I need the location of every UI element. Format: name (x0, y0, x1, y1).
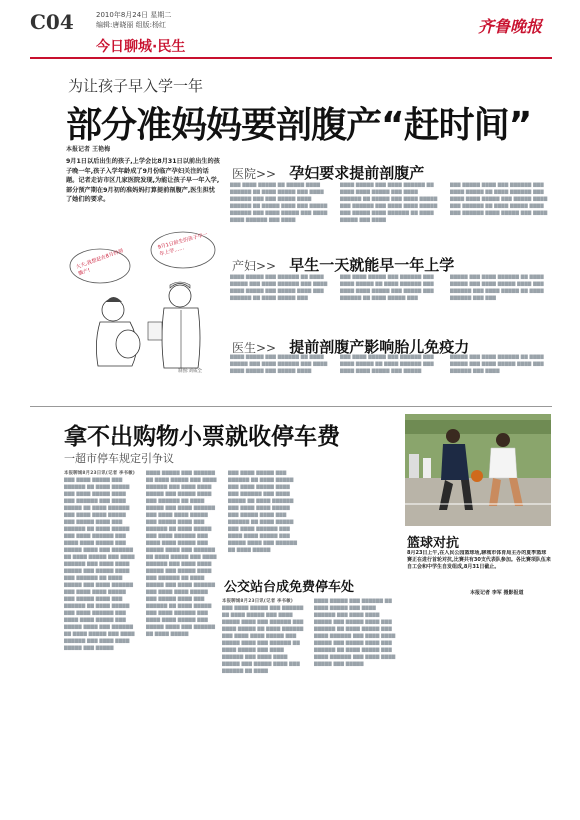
mother-body: ▇▇▇▇ ▇▇▇▇▇ ▇▇▇ ▇▇▇▇▇▇ ▇▇ ▇▇▇▇ ▇▇▇▇▇ ▇▇▇ ▇▇▇▇ ▇▇▇▇▇▇ ▇▇▇ ▇▇▇▇ ▇▇▇▇ ▇▇▇▇▇ ▇▇▇ ▇▇▇▇▇ ▇▇▇▇ ▇▇▇ ▇▇▇▇▇▇ ▇▇ ▇▇▇▇ ▇▇▇▇▇ ▇▇▇ ▇▇▇ ▇▇▇▇ ▇▇▇▇▇ ▇▇▇ ▇▇▇▇▇▇ ▇▇▇ ▇▇▇▇ ▇▇▇▇▇ ▇▇ ▇▇▇▇ ▇▇▇▇▇▇ ▇▇▇ ▇▇▇▇ ▇▇▇▇ ▇▇▇▇▇ ▇▇▇ ▇▇▇▇▇ ▇▇▇ ▇▇▇▇▇▇ ▇▇ ▇▇▇▇ ▇▇▇▇▇ ▇▇▇ ▇▇▇▇▇ ▇▇▇ ▇▇▇▇ ▇▇▇▇▇▇ ▇▇ ▇▇▇▇ ▇▇▇▇▇ ▇▇▇ ▇▇▇▇ ▇▇▇▇▇ ▇▇▇▇ ▇▇▇ ▇▇▇▇▇▇ ▇▇▇ ▇▇▇▇ ▇▇▇▇▇ ▇▇ ▇▇▇▇ ▇▇▇▇▇▇ ▇▇▇ ▇▇▇ (230, 275, 544, 301)
masthead-logo: 齐鲁晚报 (478, 17, 543, 36)
story1-lead: 9月1日以后出生的孩子,上学会比8月31日以前出生的孩子晚一年,孩子入学年龄成了9月份临产孕妇关注的话题。记者走访市区几家医院发现,为能让孩子早一年入学,部分预产期在9月初的准妈妈打算提前剖腹产,医生担忧了她们的要求。 (66, 158, 220, 203)
editor-line: 编辑:唐晓丽 组版:杨红 (96, 21, 166, 29)
section-tag-hospital: 医院>> (232, 167, 277, 181)
story4-credit: 本报记者 李军 摄影报道 (470, 590, 524, 596)
cartoon-bubble-right: 9月1日前生的孩子早一年上学…… (157, 231, 209, 258)
section-right: 民生 (157, 39, 186, 55)
story2-dateline: 本报聊城8月23日讯(记者 李书敏) (64, 471, 135, 476)
section-dot: · (152, 39, 158, 55)
date-line: 2010年8月24日 星期二 (96, 11, 172, 19)
basketball-scene (405, 414, 551, 526)
story2-headline: 拿不出购物小票就收停车费 (64, 424, 340, 450)
section-tag-mother: 产妇>> (232, 259, 277, 273)
story2-body: 本报聊城8月23日讯(记者 李书敏) ▇▇▇ ▇▇▇▇ ▇▇▇▇▇ ▇▇▇ ▇▇▇▇▇▇ ▇▇ ▇▇▇▇ ▇▇▇▇▇ ▇▇▇ ▇▇▇▇ ▇▇▇▇▇ ▇▇▇▇ ▇▇▇ ▇▇▇▇▇▇ ▇▇▇ ▇▇▇▇ ▇▇▇▇▇ ▇▇ ▇▇▇▇ ▇▇▇▇▇▇ ▇▇▇ ▇▇▇▇ ▇▇▇▇ ▇▇▇▇▇ ▇▇▇ ▇▇▇▇▇ ▇▇▇▇ ▇▇▇ ▇▇▇▇▇▇ ▇▇ ▇▇▇▇ ▇▇▇▇▇ ▇▇▇ ▇▇▇▇ ▇▇▇▇▇▇ ▇▇▇ ▇▇▇▇ ▇▇▇▇ ▇▇▇▇▇ ▇▇▇ ▇▇▇▇▇ ▇▇▇▇ ▇▇▇ ▇▇▇▇▇▇ ▇▇ ▇▇▇▇ ▇▇▇▇▇ ▇▇▇ ▇▇▇▇ ▇▇▇▇▇▇ ▇▇▇ ▇▇▇▇ ▇▇▇▇ ▇▇▇▇▇ ▇▇▇ ▇▇▇▇▇ ▇▇▇▇ ▇▇▇ ▇▇▇▇▇▇ ▇▇ ▇▇▇▇ ▇▇▇▇▇ ▇▇▇ ▇▇▇▇ ▇▇▇▇▇▇ ▇▇▇ ▇▇▇▇ ▇▇▇▇ ▇▇▇▇▇ ▇▇▇ ▇▇▇▇▇ ▇▇▇▇ ▇▇▇ ▇▇▇▇▇▇ ▇▇ ▇▇▇▇ ▇▇▇▇▇ ▇▇▇ ▇▇▇▇ ▇▇▇▇▇▇ ▇▇▇ ▇▇▇▇ ▇▇▇▇ ▇▇▇▇▇ ▇▇▇ ▇▇▇▇▇ ▇▇▇▇ ▇▇▇ ▇▇▇▇▇▇ ▇▇ ▇▇▇▇ ▇▇▇▇▇ ▇▇▇ ▇▇▇▇ ▇▇▇▇▇▇ ▇▇▇ ▇▇▇▇ ▇▇▇▇ ▇▇▇▇▇ ▇▇▇ ▇▇▇▇▇ ▇▇▇▇ ▇▇▇▇▇ ▇▇▇ ▇▇▇▇▇▇ ▇▇ ▇▇▇▇ ▇▇▇▇▇ ▇▇▇ ▇▇▇▇ ▇▇▇▇▇▇ ▇▇▇ ▇▇▇▇ ▇▇▇▇ ▇▇▇▇▇ ▇▇▇ ▇▇▇▇▇ ▇▇▇▇ ▇▇▇ ▇▇▇▇▇▇ ▇▇ ▇▇▇▇ ▇▇▇▇▇ ▇▇▇ ▇▇▇▇ ▇▇▇▇▇▇ ▇▇▇ ▇▇▇▇ ▇▇▇▇ ▇▇▇▇▇ ▇▇▇ ▇▇▇▇▇ ▇▇▇▇ ▇▇▇ ▇▇▇▇▇▇ ▇▇ ▇▇▇▇ ▇▇▇▇▇ ▇▇▇ ▇▇▇▇ ▇▇▇▇▇▇ ▇▇▇ ▇▇▇▇ ▇▇▇▇ ▇▇▇▇▇ ▇▇▇ ▇▇▇▇▇ ▇▇▇▇ ▇▇▇ ▇▇▇▇▇▇ ▇▇ ▇▇▇▇ ▇▇▇▇▇ ▇▇▇ ▇▇▇▇ ▇▇▇▇▇▇ ▇▇▇ ▇▇▇▇ ▇▇▇▇ ▇▇▇▇▇ ▇▇▇ ▇▇▇▇▇ ▇▇▇▇ ▇▇▇ ▇▇▇▇▇▇ ▇▇ ▇▇▇▇ ▇▇▇▇▇ ▇▇▇ ▇▇▇▇ ▇▇▇▇▇▇ ▇▇▇ ▇▇▇▇ ▇▇▇▇ ▇▇▇▇▇ ▇▇▇ ▇▇▇▇▇ ▇▇▇▇ ▇▇▇ ▇▇▇▇▇▇ ▇▇ ▇▇▇▇ ▇▇▇▇▇ ▇▇▇ ▇▇▇▇ ▇▇▇▇▇▇ ▇▇▇ ▇▇▇▇ ▇▇▇▇ ▇▇▇▇▇ ▇▇▇ ▇▇▇▇▇ ▇▇▇▇ ▇▇▇ ▇▇▇▇▇▇ ▇▇ ▇▇▇▇ ▇▇▇▇▇ ▇▇▇ ▇▇▇▇ ▇▇▇▇▇ ▇▇▇ ▇▇▇▇▇▇ ▇▇ ▇▇▇▇ ▇▇▇▇▇ ▇▇▇ ▇▇▇▇ ▇▇▇▇▇ ▇▇▇▇ ▇▇▇ ▇▇▇▇▇▇ ▇▇▇ ▇▇▇▇ ▇▇▇▇▇ ▇▇ ▇▇▇▇ ▇▇▇▇▇▇ ▇▇▇ ▇▇▇▇ ▇▇▇▇ ▇▇▇▇▇ ▇▇▇ ▇▇▇▇▇ ▇▇▇▇ ▇▇▇ ▇▇▇▇▇▇ ▇▇ ▇▇▇▇ ▇▇▇▇▇ ▇▇▇ ▇▇▇▇ ▇▇▇▇▇▇ ▇▇▇ ▇▇▇▇ ▇▇▇▇ ▇▇▇▇▇ ▇▇▇ ▇▇▇▇▇ ▇▇▇▇ ▇▇▇ ▇▇▇▇▇▇ ▇▇ ▇▇▇▇ ▇▇▇▇▇ (64, 471, 298, 651)
cartoon-illustration (68, 218, 223, 378)
story1-headline: 部分准妈妈要剖腹产“赶时间” (66, 105, 532, 146)
cartoon-bubble-left: 大夫,我想赶在8月份剖腹产! (75, 247, 125, 277)
story2-deck: 一超市停车规定引争议 (64, 452, 174, 465)
page-code: C04 (30, 10, 74, 34)
story1-kicker: 为让孩子早入学一年 (68, 77, 204, 95)
section-title (96, 36, 185, 56)
section-title-hospital: 孕妇要求提前剖腹产 (289, 164, 425, 182)
basketball-photo (405, 414, 551, 526)
section-hospital-heading (232, 162, 424, 183)
section-title-mother: 早生一天就能早一年上学 (289, 256, 455, 274)
section-left: 今日聊城 (96, 39, 152, 55)
doctor-body: ▇▇▇▇ ▇▇▇▇▇ ▇▇▇ ▇▇▇▇▇▇ ▇▇ ▇▇▇▇ ▇▇▇▇▇ ▇▇▇ ▇▇▇▇ ▇▇▇▇▇▇ ▇▇▇ ▇▇▇▇ ▇▇▇▇ ▇▇▇▇▇ ▇▇▇ ▇▇▇▇▇ ▇▇▇▇ ▇▇▇ ▇▇▇▇ ▇▇▇▇▇ ▇▇▇ ▇▇▇▇▇▇ ▇▇▇ ▇▇▇▇ ▇▇▇▇▇ ▇▇ ▇▇▇▇ ▇▇▇▇▇▇ ▇▇▇ ▇▇▇▇ ▇▇▇▇ ▇▇▇▇▇ ▇▇▇ ▇▇▇▇▇ ▇▇▇▇▇ ▇▇▇ ▇▇▇▇ ▇▇▇▇▇▇ ▇▇ ▇▇▇▇ ▇▇▇▇▇ ▇▇▇ ▇▇▇▇ ▇▇▇▇▇ ▇▇▇▇ ▇▇▇ ▇▇▇▇▇▇ ▇▇▇ ▇▇▇▇ (230, 355, 544, 374)
hospital-body: ▇▇▇ ▇▇▇▇ ▇▇▇▇▇ ▇▇ ▇▇▇▇▇ ▇▇▇▇ ▇▇▇▇▇▇ ▇▇ ▇▇▇▇ ▇▇▇▇▇ ▇▇▇ ▇▇▇▇ ▇▇▇▇▇▇ ▇▇▇ ▇▇▇ ▇▇▇▇▇ ▇▇▇▇ ▇▇▇▇▇▇ ▇▇ ▇▇▇▇▇ ▇▇▇▇ ▇▇▇ ▇▇▇▇▇ ▇▇▇▇▇▇ ▇▇▇ ▇▇▇▇ ▇▇▇▇▇ ▇▇▇ ▇▇▇▇ ▇▇▇▇ ▇▇▇▇▇▇ ▇▇▇ ▇▇▇▇ ▇▇▇▇ ▇▇▇▇▇ ▇▇▇ ▇▇▇▇ ▇▇▇▇▇▇ ▇▇ ▇▇▇▇ ▇▇▇▇ ▇▇▇▇▇ ▇▇▇ ▇▇▇▇ ▇▇▇▇▇▇ ▇▇ ▇▇▇▇▇ ▇▇▇ ▇▇▇▇ ▇▇▇▇▇ ▇▇▇ ▇▇▇▇▇▇ ▇▇▇ ▇▇▇▇ ▇▇▇▇ ▇▇▇▇▇ ▇▇▇ ▇▇▇▇▇ ▇▇▇▇ ▇▇▇▇▇▇ ▇▇ ▇▇▇▇ ▇▇▇▇▇ ▇▇▇ ▇▇▇▇ ▇▇▇ ▇▇▇▇▇ ▇▇▇▇ ▇▇▇ ▇▇▇▇▇▇ ▇▇▇ ▇▇▇▇ ▇▇▇▇▇ ▇▇ ▇▇▇▇ ▇▇▇▇▇▇ ▇▇▇ ▇▇▇▇ ▇▇▇▇ ▇▇▇▇▇ ▇▇▇ ▇▇▇▇▇ ▇▇▇▇ ▇▇▇ ▇▇▇▇▇▇ ▇▇ ▇▇▇▇ ▇▇▇▇▇ ▇▇▇▇ ▇▇▇ ▇▇▇▇▇▇ ▇▇▇▇ ▇▇▇▇▇ ▇▇▇ ▇▇▇▇ (230, 183, 548, 223)
story3-headline: 公交站台成免费停车处 (224, 580, 355, 595)
story3-dateline: 本报聊城8月23日讯(记者 李书敏) (222, 599, 293, 604)
story3-body: 本报聊城8月23日讯(记者 李书敏) ▇▇▇ ▇▇▇▇ ▇▇▇▇▇ ▇▇▇ ▇▇▇▇▇▇ ▇▇ ▇▇▇▇ ▇▇▇▇▇ ▇▇▇ ▇▇▇▇ ▇▇▇▇▇ ▇▇▇▇ ▇▇▇ ▇▇▇▇▇▇ ▇▇▇ ▇▇▇▇ ▇▇▇▇▇ ▇▇ ▇▇▇▇ ▇▇▇▇▇▇ ▇▇▇ ▇▇▇▇ ▇▇▇▇ ▇▇▇▇▇ ▇▇▇ ▇▇▇▇▇ ▇▇▇▇ ▇▇▇ ▇▇▇▇▇▇ ▇▇ ▇▇▇▇ ▇▇▇▇▇ ▇▇▇ ▇▇▇▇ ▇▇▇▇▇▇ ▇▇▇ ▇▇▇▇ ▇▇▇▇ ▇▇▇▇▇ ▇▇▇ ▇▇▇▇▇ ▇▇▇▇ ▇▇▇ ▇▇▇▇▇▇ ▇▇ ▇▇▇▇ ▇▇▇▇ ▇▇▇▇▇ ▇▇▇ ▇▇▇▇▇▇ ▇▇ ▇▇▇▇ ▇▇▇▇▇ ▇▇▇ ▇▇▇▇ ▇▇▇▇▇▇ ▇▇▇ ▇▇▇▇ ▇▇▇▇ ▇▇▇▇▇ ▇▇▇ ▇▇▇▇▇ ▇▇▇▇ ▇▇▇ ▇▇▇▇▇▇ ▇▇ ▇▇▇▇ ▇▇▇▇▇ ▇▇▇ ▇▇▇▇ ▇▇▇▇▇▇ ▇▇▇ ▇▇▇▇ ▇▇▇▇ ▇▇▇▇▇ ▇▇▇ ▇▇▇▇▇ ▇▇▇▇ ▇▇▇ ▇▇▇▇▇▇ ▇▇ ▇▇▇▇ ▇▇▇▇▇ ▇▇▇ ▇▇▇▇ ▇▇▇▇▇▇ ▇▇▇ ▇▇▇▇ ▇▇▇▇ ▇▇▇▇▇ ▇▇▇ ▇▇▇▇▇ (222, 599, 396, 674)
section-mother-heading (232, 254, 454, 275)
story4-caption: 8月23日上午,在人民公园篮球场,聊城市体育局主办的夏季篮球赛正在进行首轮对抗,比赛共有30支代表队参加。各比赛项队伍来自工会和中学生自发组成,8月31日截止。 (407, 550, 551, 570)
story4-headline: 篮球对抗 (407, 536, 460, 551)
page-header (0, 0, 580, 60)
header-rule (30, 57, 552, 59)
story1-byline: 本报记者 王艳梅 (66, 146, 111, 153)
section-tag-doctor: 医生>> (232, 341, 277, 355)
cartoon-credit: 制图:刘威全 (178, 369, 203, 374)
section-title-doctor: 提前剖腹产影响胎儿免疫力 (289, 338, 470, 356)
story-divider (30, 406, 552, 407)
